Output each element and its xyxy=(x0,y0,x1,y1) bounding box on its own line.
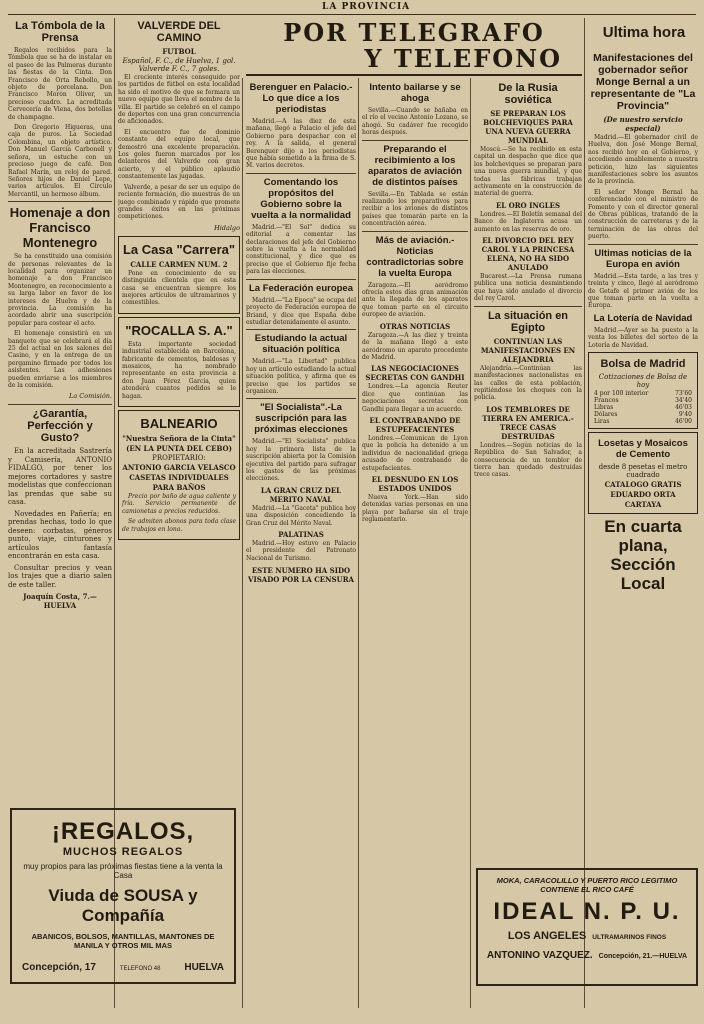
ad-regalos-footer xyxy=(22,962,224,973)
ad-text: Novedades en Pañería; en prendas hechas, todo lo que deseen: corbatas, géneros punto, viaje, cinturones y artículos fantasía encontrarán en esta casa. xyxy=(8,509,112,561)
banner-line-2: Y TELEFONO xyxy=(364,44,562,73)
ad-ideal-address: Concepción, 21.—HUELVA xyxy=(598,953,688,960)
ad-text: En la acreditada Sastrería y Camisería, ANTONIO FIDALGO, por tener los mejores cortadores y sastre modelistas que confeccionan las prendas que sabe su casa. xyxy=(8,447,112,507)
article-headline: La situación en Egipto xyxy=(487,309,569,334)
cuarta-plana-heading: En cuarta plana, Sección Local xyxy=(604,516,682,593)
article-subhead: SE PREPARAN LOS BOLCHEVIQUES PARA UNA NUEVA GUERRA MUNDIAL xyxy=(483,109,573,145)
article-text: Sevilla.—Cuando se bañaba en el río el vecino Antonio Lozano, se ahogó. Su cadáver fue recogido horas después. xyxy=(362,107,468,137)
column-5 xyxy=(474,80,582,860)
article-subhead: FUTBOL xyxy=(162,47,196,56)
ad-box-balneario xyxy=(118,410,240,540)
article-subhead: CONTINUAN LAS MANIFESTACIONES EN ALEJANDRIA xyxy=(480,336,576,364)
column-3 xyxy=(246,80,356,1002)
article-text: Madrid.—"La Epoca" se ocupa del proyecto de Federación europea de Briand, y dice que España debe estudiar detenidamente el asunto. xyxy=(246,296,356,326)
rate-label: Liras xyxy=(594,417,610,425)
rate-value: 73'60 xyxy=(675,389,692,397)
stock-table xyxy=(592,390,694,425)
article-signature: La Comisión. xyxy=(69,392,112,401)
ad-headline: ¿Garantía, Perfección y Gusto? xyxy=(27,408,93,445)
article-subhead: EL ORO INGLES xyxy=(495,200,561,210)
ad-box-carrera xyxy=(118,236,240,314)
article-text: El señor Monge Bernal ha conferenciado con el ministro de Fomento y con el director general de Obras públicas, tratando de la construcción de carreteras y de la terminación de las obras del puerto. xyxy=(588,188,698,241)
article-text: Londres.—El Boletín semanal del Banco de Inglaterra acusa un aumento en las reservas de oro. xyxy=(474,210,582,233)
column-4 xyxy=(362,80,468,1002)
article-subhead: LAS NEGOCIACIONES SECRETAS CON GANDHI xyxy=(365,364,465,383)
article-subhead: EL DIVORCIO DEL REY CAROL Y LA PRINCESA ELENA, NO HA SIDO ANULADO xyxy=(481,236,575,273)
ad-text: Consultar precios y vean los trajes que a diario salen de este taller. xyxy=(8,563,112,589)
column-divider xyxy=(358,78,359,1008)
article-subhead: (De nuestro servicio especial) xyxy=(603,115,683,133)
article-headline: Homenaje a don Francisco Montenegro xyxy=(9,205,111,251)
article-text: Madrid.—La "Gaceta" publica hoy una disposición concediendo la Gran Cruz del Mérito Naval. xyxy=(246,504,356,527)
ad-ideal-owner: ANTONINO VAZQUEZ. xyxy=(486,950,593,961)
article-text: Madrid.—Ayer se ha puesto a la venta los billetes del sorteo de la Lotería de Navidad. xyxy=(588,326,698,349)
article-subhead: EL CONTRABANDO DE ESTUPEFACIENTES xyxy=(369,415,461,434)
article-headline: Manifestaciones del gobernador señor Monge Bernal a un representante de "La Provincia" xyxy=(590,52,696,112)
table-row xyxy=(592,397,694,404)
article-headline: Berenguer en Palacio.-Lo que dice a los periodistas xyxy=(249,82,353,115)
ad-regalos-items: ABANICOS, BOLSOS, MANTILLAS, MANTONES DE MANILA Y OTROS MIL MAS xyxy=(31,932,215,950)
ad-subhead: CALLE CARMEN NUM. 2 xyxy=(130,259,228,269)
ad-headline: BALNEARIO xyxy=(140,416,218,431)
article-text: Valverde, a pesar de ser un equipo de reciente formación, dio muestras de un juego combinado y rápido que promete grandes éxitos en las próximas competiciones. xyxy=(118,183,240,221)
divider xyxy=(588,244,698,245)
rate-label: Francos xyxy=(594,396,619,404)
rate-value: 46'03 xyxy=(675,403,692,411)
divider xyxy=(474,306,582,307)
divider xyxy=(8,404,112,405)
article-headline: Más de aviación.-Noticias contradictorias sobre la vuelta Europa xyxy=(366,234,464,279)
ad-regalos xyxy=(10,808,236,984)
ultima-hora-heading: Ultima hora xyxy=(602,24,686,41)
ad-ideal-shop-row xyxy=(482,930,692,942)
column-2 xyxy=(118,18,240,808)
table-row xyxy=(592,390,694,397)
ad-ideal-owner-row xyxy=(482,950,692,961)
column-divider xyxy=(242,78,243,1008)
ad-ideal-top: MOKA, CARACOLILLO Y PUERTO RICO LEGITIMO CONTIENE EL RICO CAFÉ xyxy=(496,876,678,894)
article-headline: Ultimas noticias de la Europa en avión xyxy=(594,247,692,270)
column-6 xyxy=(588,50,698,840)
divider xyxy=(362,140,468,141)
article-subhead: Español, F. C., de Huelva, 1 gol. Valverde F. C., 7 goles. xyxy=(122,57,236,73)
ad-text: Esta importante sociedad industrial establecida en Barcelona, fabricante de cementos, baldosas y mosaicos, ha nombrado representante en esta provincia a don Juan Pérez García, quien atenderá cuantos pedidos se le hagan. xyxy=(122,340,236,400)
article-headline: La Federación europea xyxy=(248,282,353,294)
ad-ideal-shop-sub: ULTRAMARINOS FINOS xyxy=(592,934,667,941)
divider xyxy=(246,279,356,280)
article-text: Sevilla.—En Tablada se están realizando los preparativos para recibir a los aviones de distintos países que tomarán parte en la concentración aérea. xyxy=(362,190,468,228)
ad-subhead: EDUARDO ORTA xyxy=(610,489,676,499)
ad-box-losetas xyxy=(588,432,698,514)
divider xyxy=(246,329,356,330)
censorship-note: ESTE NUMERO HA SIDO VISADO POR LA CENSURA xyxy=(248,566,354,585)
telegraph-banner xyxy=(246,20,582,72)
divider xyxy=(246,398,356,399)
rate-label: 4 por 100 interior xyxy=(594,389,649,397)
ad-ideal-shop: LOS ANGELES xyxy=(507,930,587,942)
top-rule xyxy=(8,14,696,15)
ad-regalos-subtitle: MUCHOS REGALOS xyxy=(62,846,184,858)
ad-subhead: ANTONIO GARCIA VELASCO xyxy=(122,463,236,472)
ad-subhead: CASETAS INDIVIDUALES xyxy=(129,473,229,482)
table-row xyxy=(592,411,694,418)
article-headline: De la Rusia soviética xyxy=(498,82,558,106)
ad-regalos-phone: TELEFONO 48 xyxy=(119,966,161,972)
banner-line-1: POR TELEGRAFO xyxy=(283,18,545,47)
ad-regalos-city: HUELVA xyxy=(184,962,224,973)
article-text: Zaragoza.—A las diez y treinta de la mañana llegó a este aeródromo un aparato procedente de Madrid. xyxy=(362,331,468,361)
article-text: El creciente interés conseguido por los partidos de fútbol en esta localidad ha sido el motivo de que se formara un nuevo equipo que lleva el nombre de la villa. El partido se celebró en el campo de deportes con una gran concurrencia de aficionados. xyxy=(118,74,240,126)
ad-headline: La Casa "Carrera" xyxy=(122,241,236,257)
ad-subhead: desde 8 pesetas el metro cuadrado xyxy=(598,462,688,479)
article-subhead: EL DESNUDO EN LOS ESTADOS UNIDOS xyxy=(371,474,459,493)
article-subhead: PALATINAS xyxy=(278,530,324,539)
article-text: Alejandría.—Continúan las manifestaciones nacionalistas en las calles de esta población, repitiéndose los choques con la policía. xyxy=(474,364,582,402)
article-headline: La Lotería de Navidad xyxy=(593,312,693,324)
table-row xyxy=(592,418,694,425)
ad-text: Precio por baño de agua caliente y fría. Servicio permanente de camionetas a precios reducidos. xyxy=(122,493,236,515)
article-subhead: OTRAS NOTICIAS xyxy=(379,321,451,331)
article-text: El homenaje consistirá en un banquete que se celebrará el día 25 del actual en los salones del Casino, y en la entrega de un pergamino firmado por todos los asistentes. Las adhesiones pueden enviarse a los miembros de la comisión. xyxy=(8,330,112,390)
article-text: Zaragoza.—El aeródromo ofrecía estos días gran animación ante la llegada de los aparatos que toman parte en el circuito europeo de aviación. xyxy=(362,281,468,319)
ad-text: Pone en conocimiento de su distinguida clientela que en esta casa se encuentran siempre los mejores artículos de ultramarinos y comestibles. xyxy=(122,269,236,307)
ad-subhead: CARTAYA xyxy=(624,499,662,509)
ad-headline: "ROCALLA S. A." xyxy=(125,322,233,338)
rate-value: 9'40 xyxy=(678,410,692,418)
ad-subhead: (EN LA PUNTA DEL CEBO) xyxy=(126,444,232,453)
article-text: Madrid.—Esta tarde, a las tres y treinta y cinco, llegó al aeródromo de Getafe el primer avión de los que toman parte en la vuelta a Europa. xyxy=(588,272,698,310)
column-divider xyxy=(584,18,585,1008)
article-text: Se ha constituido una comisión de personas relevantes de la localidad para organizar un homenaje a don Francisco Montenegro, en reconocimiento a su larga labor en favor de los intereses de Huelva y de la provincia. La comisión ha acordado abrir una suscripción popular para costear el acto. xyxy=(8,253,112,327)
stock-subhead: Cotizaciones de Bolsa de hoy xyxy=(598,372,688,389)
rate-label: Libras xyxy=(594,403,614,411)
divider xyxy=(8,201,112,202)
ad-subhead: PARA BAÑOS xyxy=(152,483,206,492)
article-text: Madrid.—El gobernador civil de Huelva, don José Monge Bernal, nos recibió hoy en el Gobierno, y accediendo amablemente a nuestra petición, hizo las siguientes manifestaciones sobre los asuntos de la provincia. xyxy=(588,134,698,186)
column-divider xyxy=(470,78,471,1008)
table-row xyxy=(592,404,694,411)
article-headline: Comentando los propósitos del Gobierno sobre la vuelta a la normalidad xyxy=(251,176,351,221)
article-headline: La Tómbola de la Prensa xyxy=(15,20,105,44)
stock-quotes-box xyxy=(588,352,698,429)
ad-ideal-name: IDEAL N. P. U. xyxy=(493,898,681,925)
stock-headline: Bolsa de Madrid xyxy=(600,357,686,370)
ad-ideal xyxy=(476,868,698,986)
ad-regalos-address: Concepción, 17 xyxy=(22,962,96,973)
article-headline: Preparando el recibimiento a los aparatos de aviación de distintos países xyxy=(368,143,462,188)
article-text: El encuentro fue de dominio constante del equipo local, que demostró una excelente preparación. Los goles fueron marcados por los delanteros del Valverde con gran acierto, y el público aplaudió constantemente las jugadas. xyxy=(118,128,240,181)
article-text: Bucarest.—La Prensa rumana publica una noticia desmintiendo que haya sido anulado el divorcio del rey Carol. xyxy=(474,273,582,303)
article-text: Londres.—La agencia Reuter dice que continúan las negociaciones secretas con Gandhi para llegar a un acuerdo. xyxy=(362,383,468,413)
masthead: LA PROVINCIA xyxy=(322,2,411,12)
ad-text: Se admiten abonos para toda clase de trabajos en lona. xyxy=(122,518,236,533)
divider xyxy=(362,231,468,232)
article-text: Madrid.—"El Sol" dedica su editorial a comentar las declaraciones del jefe del Gobierno sobre la vuelta a la normalidad constitucional, y dice que es preciso que el Gobierno fije fecha para las elecciones. xyxy=(246,223,356,276)
divider xyxy=(246,173,356,174)
ad-subhead: "Nuestra Señora de la Cinta" xyxy=(122,434,236,443)
article-text: Madrid.—"La Libertad" publica hoy un artículo estudiando la actual situación política, y afirma que es preciso que los partidos se organicen. xyxy=(246,358,356,395)
ad-subhead: PROPIETARIO: xyxy=(152,454,206,462)
ad-regalos-line: muy propios para las próximas fiestas tiene a la venta la Casa xyxy=(23,862,223,880)
ad-headline: Losetas y Mosaicos de Cemento xyxy=(598,437,688,460)
article-text: Londres.—Comunican de Lyon que la policía ha detenido a un individuo de nacionalidad griega acusado de contrabando de estupefacientes. xyxy=(362,434,468,472)
article-text: Don Gregorio Higueras, una caja de puros. La Sociedad Colombina, un objeto artístico. Don Manuel García Carbonell y señora, un estuche con un precioso juego de café. Don Rafael Marín, un reloj de pared. Señores hijos de Daniel Lepe, varios artículos. El Círculo Mercantil, un hermoso álbum. xyxy=(8,124,112,198)
ad-address: Joaquín Costa, 7.—HUELVA xyxy=(23,592,97,611)
ad-regalos-name: Viuda de SOUSA y Compañía xyxy=(48,886,198,925)
rate-value: 46'00 xyxy=(675,417,692,425)
banner-rule xyxy=(246,74,582,76)
article-text: Madrid.—Hoy estuvo en Palacio el presidente del Patronato Nacional de Turismo. xyxy=(246,540,356,562)
ad-box-rocalla xyxy=(118,317,240,407)
rate-label: Dólares xyxy=(594,410,618,418)
ad-regalos-title: ¡REGALOS, xyxy=(51,818,195,845)
ad-subhead: CATALOGO GRATIS xyxy=(604,479,682,489)
article-headline: "El Socialista".-La suscripción para las próximas elecciones xyxy=(254,402,348,436)
column-1 xyxy=(8,18,112,808)
article-subhead: LOS TEMBLORES DE TIERRA EN AMERICA.-TRECE CASAS DESTRUIDAS xyxy=(482,404,574,441)
rate-value: 34'40 xyxy=(675,396,692,404)
article-text: Madrid.—"El Socialista" publica hoy la primera lista de la suscripción abierta por la Comisión ejecutiva del partido para sufragar los gastos de las próximas elecciones. xyxy=(246,438,356,483)
article-text: Regalos recibidos para la Tómbola que se ha de instalar en el paseo de las Palmeras durante las fiestas de la Cinta. Don Francisco de Orta Rebollo, un objeto de porcelana. Don Francisco Morón Oliver, un precioso cuadro. La acreditada Cervecería de Viena, dos botellas de champagne. xyxy=(8,47,112,121)
article-text: Moscú.—Se ha recibido en esta capital un despacho que dice que los bolcheviques se preparan para una nueva guerra mundial, y que todas las fábricas trabajan activamente en la construcción de material de guerra. xyxy=(474,146,582,198)
article-headline: Intento bailarse y se ahoga xyxy=(369,82,461,104)
article-subhead: LA GRAN CRUZ DEL MERITO NAVAL xyxy=(260,485,342,504)
article-headline: VALVERDE DEL CAMINO xyxy=(137,20,221,44)
article-text: Madrid.—A las diez de esta mañana, llegó a Palacio el jefe del Gobierno para despachar con el rey. A la salida, el general Berenguer dijo a los periodistas que había sometido a la firma de S. M. varios decretos. xyxy=(246,118,356,170)
article-headline: Estudiando la actual situación política xyxy=(254,333,348,356)
article-text: Nueva York.—Han sido detenidas varias personas en una playa por bañarse sin el traje reglamentario. xyxy=(362,493,468,524)
article-signature: Hidalgo xyxy=(214,223,240,232)
article-text: Londres.—Según noticias de la República de San Salvador, a consecuencia de un temblor de tierra han quedado destruidas trece casas. xyxy=(474,441,582,479)
